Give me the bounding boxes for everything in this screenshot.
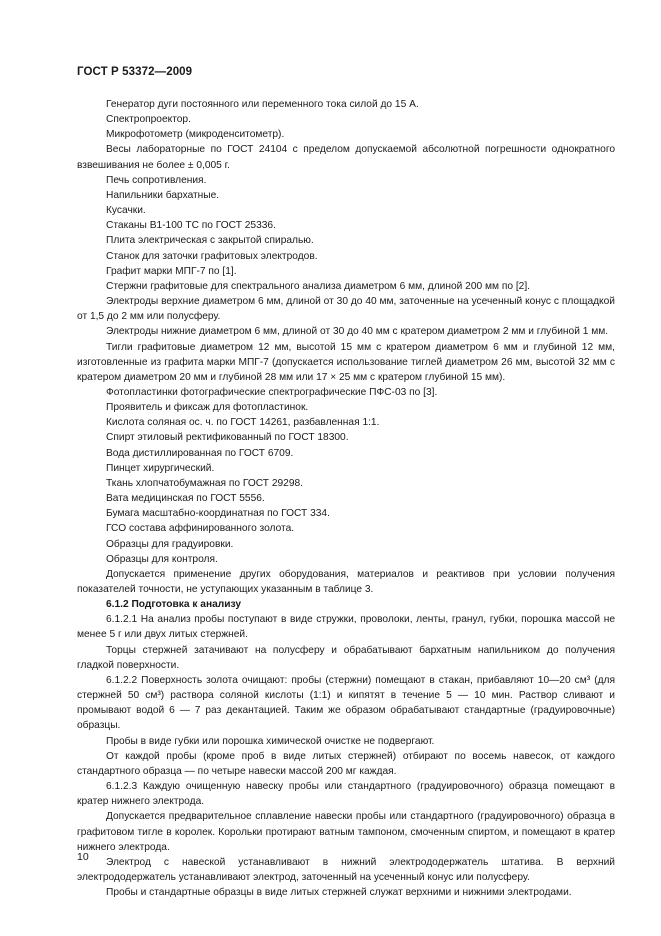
equipment-item: ГСО состава аффинированного золота. (106, 523, 295, 535)
equipment-item: Генератор дуги постоянного или переменного тока силой до 15 А. (106, 99, 419, 110)
equipment-item: Графит марки МПГ-7 по [1]. (106, 265, 237, 277)
document-header: ГОСТ Р 53372—2009 (77, 66, 193, 78)
equipment-item: Вода дистиллированная по ГОСТ 6709. (106, 447, 294, 459)
body-paragraph: 6.1.2.2 Поверхность золота очищают: пробы (стержни) помещают в стакан, прибавляют 10—20 см³ (для стержней 50 см³) раствора соляной кислоты (1:1) и кипятят в течение 5 — 10 мин. Раствор сливают и промывают водой 6 — 7 раз декантацией. Таким же образом обрабатывают стандартные (градуировочные) образцы. (77, 674, 615, 732)
equipment-item: Кислота соляная ос. ч. по ГОСТ 14261, разбавленная 1:1. (106, 417, 380, 429)
equipment-item: Пинцет хирургический. (106, 462, 215, 474)
equipment-item: Электроды верхние диаметром 6 мм, длиной от 30 до 40 мм, заточенные на усеченный конус с площадкой от 1,5 до 2 мм или полусферу. (77, 296, 615, 323)
equipment-item: Образцы для градуировки. (106, 538, 234, 550)
body-paragraph: Допускается применение других оборудования, материалов и реактивов при условии получения показателей точности, не уступающих указанным в таблице 3. (77, 568, 615, 595)
section-heading: 6.1.2 Подготовка к анализу (106, 599, 242, 611)
body-paragraph: Электрод с навеской устанавливают в нижний электрододержатель штатива. В верхний электрододержатель устанавливают электрод, заточенный на усеченный конус или полусферу. (77, 856, 615, 883)
equipment-item: Бумага масштабно-координатная по ГОСТ 334. (106, 508, 330, 520)
body-paragraph: Пробы и стандартные образцы в виде литых стержней служат верхними и нижними электродами. (106, 887, 572, 899)
body-paragraph: От каждой пробы (кроме проб в виде литых стержней) отбирают по восемь навесок, от каждого стандартного образца — по четыре навески массой 200 мг каждая. (77, 750, 615, 777)
equipment-item: Весы лабораторные по ГОСТ 24104 с пределом допускаемой абсолютной погрешности однократного взвешивания не более ± 0,005 г. (77, 144, 615, 171)
equipment-item: Микрофотометр (микроденситометр). (106, 129, 285, 141)
body-paragraph: Торцы стержней затачивают на полусферу и обрабатывают бархатным напильником до получения гладкой поверхности. (77, 644, 615, 671)
page-number: 10 (77, 851, 89, 863)
equipment-item: Спектропроектор. (106, 114, 191, 126)
equipment-item: Плита электрическая с закрытой спиралью. (106, 235, 314, 247)
document-body (77, 97, 615, 900)
body-paragraph: 6.1.2.3 Каждую очищенную навеску пробы или стандартного (градуировочного) образца помещают в кратер нижнего электрода. (77, 781, 615, 808)
body-paragraph: Допускается предварительное сплавление навески пробы или стандартного (градуировочного) образца в графитовом тигле в королек. Корольки протирают ватным тампоном, смоченным спиртом, и помещают в кратер нижнего электрода. (77, 811, 615, 853)
body-paragraph: Пробы в виде губки или порошка химической очистке не подвергают. (106, 735, 435, 747)
body-paragraph: 6.1.2.1 На анализ пробы поступают в виде стружки, проволоки, ленты, гранул, губки, порошка массой не менее 5 г или двух литых стержней. (77, 614, 615, 641)
equipment-item: Спирт этиловый ректификованный по ГОСТ 18300. (106, 432, 349, 444)
equipment-item: Станок для заточки графитовых электродов. (106, 250, 318, 262)
equipment-item: Электроды нижние диаметром 6 мм, длиной от 30 до 40 мм с кратером диаметром 2 мм и глубиной 1 мм. (106, 326, 609, 338)
equipment-item: Стаканы В1-100 ТС по ГОСТ 25336. (106, 220, 276, 232)
equipment-item: Фотопластинки фотографические спектрографические ПФС-03 по [3]. (106, 386, 438, 398)
equipment-item: Проявитель и фиксаж для фотопластинок. (106, 402, 309, 414)
equipment-item: Кусачки. (106, 205, 146, 217)
equipment-item: Стержни графитовые для спектрального анализа диаметром 6 мм, длиной 200 мм по [2]. (106, 280, 530, 292)
equipment-item: Вата медицинская по ГОСТ 5556. (106, 493, 265, 505)
equipment-item: Печь сопротивления. (106, 174, 207, 186)
equipment-item: Тигли графитовые диаметром 12 мм, высотой 15 мм с кратером диаметром 6 мм и глубиной 12 мм, изготовленные из графита марки МПГ-7 (допускается использование тиглей диаметром 26 мм, высотой 32 мм с кратером диаметром 20 мм и глубиной 28 мм или 17 × 25 мм с кратером глубиной 15 мм). (77, 341, 615, 383)
equipment-item: Ткань хлопчатобумажная по ГОСТ 29298. (106, 477, 304, 489)
equipment-item: Напильники бархатные. (106, 189, 220, 201)
equipment-item: Образцы для контроля. (106, 553, 218, 565)
